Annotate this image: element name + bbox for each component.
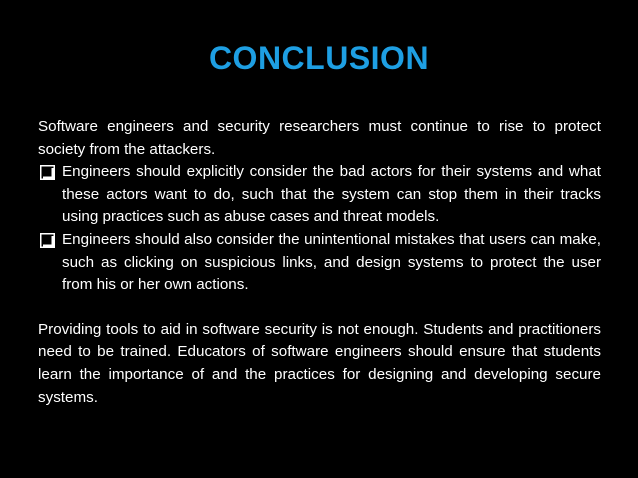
paragraph-spacer — [38, 297, 601, 319]
checkbox-icon — [40, 165, 55, 180]
closing-paragraph: Providing tools to aid in software security is not enough. Students and practitioners need to be trained. Educators of software engineers should ensure that students learn the importance of and the practices for designing and developing secure systems. — [38, 320, 601, 406]
checkbox-icon — [40, 233, 55, 248]
bullet-item — [38, 161, 601, 229]
bullet-text: Engineers should also consider the unintentional mistakes that users can make, such as clicking on suspicious links, and design systems to protect the user from his or her own actions. — [62, 230, 601, 294]
slide-title: CONCLUSION — [208, 40, 430, 76]
bullet-list — [38, 161, 601, 297]
intro-paragraph: Software engineers and security researchers must continue to rise to protect society from the attackers. — [38, 118, 601, 158]
bullet-text: Engineers should explicitly consider the bad actors for their systems and what these actors want to do, such that the system can stop them in their tracks using practices such as abuse cases and threat models. — [62, 163, 601, 226]
bullet-item — [38, 229, 601, 297]
slide-body — [38, 116, 601, 409]
